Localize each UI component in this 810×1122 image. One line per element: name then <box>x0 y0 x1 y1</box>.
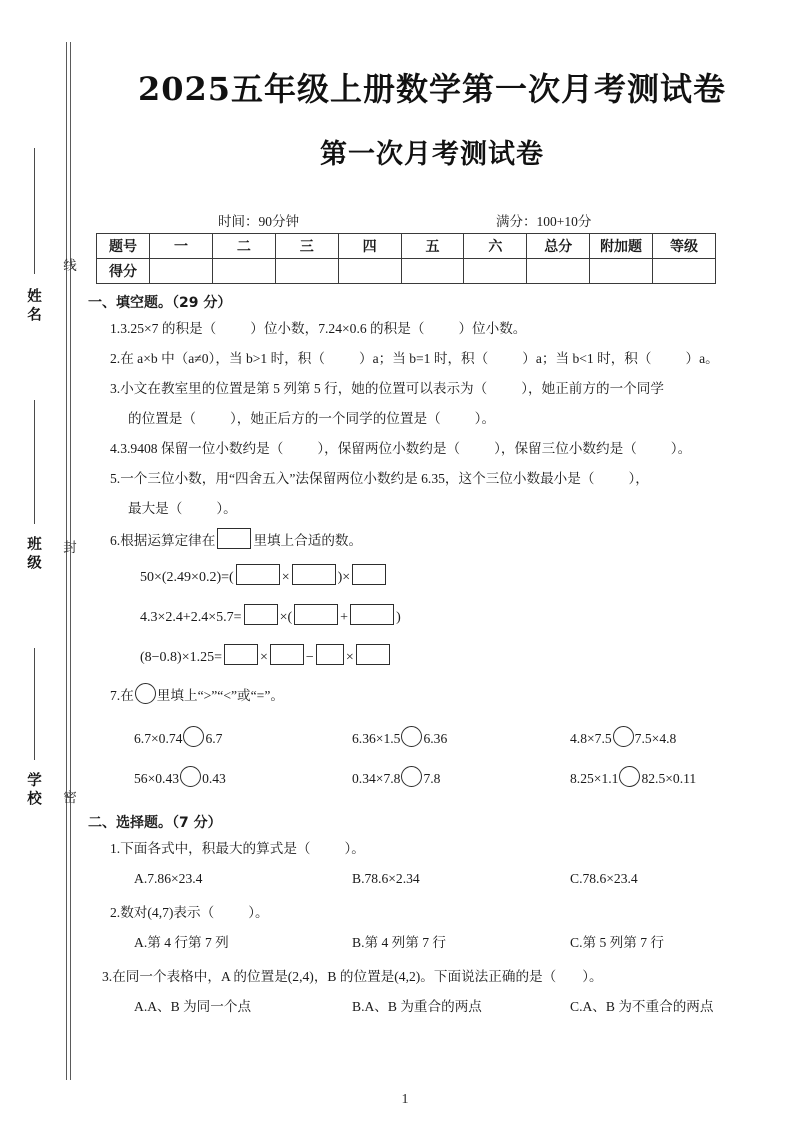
q6-eq3-box-1[interactable] <box>224 644 258 665</box>
q4-part-a: 4.3.9408 保留一位小数约是（ <box>110 441 284 456</box>
cell-bonus: 附加题 <box>590 234 653 259</box>
seal-word-mi: 密 <box>60 790 76 805</box>
cell-sec-4: 四 <box>338 234 401 259</box>
q6-eq2-box-3[interactable] <box>350 604 394 625</box>
q7-circle-5[interactable] <box>401 766 422 787</box>
fill-question-3 <box>88 374 788 434</box>
c2-stem-b: ）。 <box>248 905 269 920</box>
q7-circle-2[interactable] <box>401 726 422 747</box>
cell-total: 总分 <box>527 234 590 259</box>
page-number: 1 <box>401 1092 409 1107</box>
score-cell-5[interactable] <box>401 259 464 284</box>
c3-option-b[interactable]: B.A、B 为重合的两点 <box>352 999 482 1014</box>
fill-question-5 <box>88 464 788 524</box>
q7-circle-3[interactable] <box>613 726 634 747</box>
q6-eq3-mul1: × <box>260 650 268 665</box>
q6-eq2-tail: ) <box>396 610 401 625</box>
page-title: 2025五年级上册数学第一次月考测试卷 <box>137 70 727 108</box>
q6-eq3-mul2: × <box>345 650 354 665</box>
q5-part-d: ）。 <box>216 501 237 516</box>
q5-part-b: ）， <box>628 471 649 486</box>
seal-word-xian: 线 <box>60 258 76 273</box>
q2-part-a: 2.在 a×b 中（a≠0），当 b>1 时，积（ <box>110 351 325 366</box>
q5-part-a: 5.一个三位小数，用“四舍五入”法保留两位小数约是 6.35，这个三位小数最小是（ <box>110 471 595 486</box>
c3-stem-a: 3.在同一个表格中，A 的位置是(2,4)，B 的位置是(4,2)。下面说法正确的是（ <box>102 969 557 984</box>
name-write-line <box>34 148 35 274</box>
c2-option-c[interactable]: C.第 5 列第 7 行 <box>570 935 665 950</box>
q3-part-c: 的位置是（ <box>128 411 196 426</box>
cell-title-score: 得分 <box>97 259 150 284</box>
exam-fullscore-label: 满分：100+10分 <box>496 214 592 229</box>
c3-option-c[interactable]: C.A、B 为不重合的两点 <box>570 999 714 1014</box>
score-cell-3[interactable] <box>275 259 338 284</box>
fill-question-2 <box>88 344 788 374</box>
q7-compare-row-1 <box>88 722 788 756</box>
fill-question-7 <box>88 678 788 714</box>
q7-circle-6[interactable] <box>619 766 640 787</box>
choice-1-options <box>88 864 788 894</box>
q2-part-c: ）a；当 b<1 时，积（ <box>522 351 652 366</box>
q1-part-a: 1.3.25×7 的积是（ <box>110 321 217 336</box>
table-row-scores <box>97 259 716 284</box>
q6-eq3-lhs: (8−0.8)×1.25= <box>140 650 223 665</box>
c3-stem-b: ）。 <box>582 969 603 984</box>
q7-item-5-right: 7.8 <box>423 771 441 786</box>
c2-option-a[interactable]: A.第 4 行第 7 列 <box>134 935 229 950</box>
q6-eq2-lhs: 4.3×2.4+2.4×5.7= <box>140 610 242 625</box>
exam-time-label: 时间：90分钟 <box>218 214 299 229</box>
q1-part-c: ）位小数。 <box>458 321 527 336</box>
q7-item-6-right: 82.5×0.11 <box>641 771 697 786</box>
c3-option-a[interactable]: A.A、B 为同一个点 <box>134 999 252 1014</box>
class-write-line <box>34 400 35 524</box>
q7-part-a: 7.在 <box>110 688 134 703</box>
table-row-headers <box>97 234 716 259</box>
section-heading-choice: 二、选择题。（7 分） <box>88 815 222 831</box>
cell-sec-6: 六 <box>464 234 527 259</box>
q5-line-2 <box>110 494 788 524</box>
c2-stem-a: 2.数对(4,7)表示（ <box>110 905 215 920</box>
score-cell-grade[interactable] <box>653 259 716 284</box>
score-cell-4[interactable] <box>338 259 401 284</box>
seal-double-line <box>66 42 71 1080</box>
q6-part-b: 里填上合适的数。 <box>253 533 363 548</box>
q6-equation-3 <box>88 638 788 678</box>
page-subtitle: 第一次月考测试卷 <box>320 139 544 170</box>
section-heading-fill: 一、填空题。（29 分） <box>88 295 232 311</box>
q7-circle-4[interactable] <box>180 766 201 787</box>
q6-eq3-box-4[interactable] <box>356 644 390 665</box>
q3-line-2 <box>110 404 788 434</box>
c1-option-b[interactable]: B.78.6×2.34 <box>352 871 420 886</box>
choice-question-2 <box>88 898 788 928</box>
score-cell-total[interactable] <box>527 259 590 284</box>
q7-stem-circle[interactable] <box>135 683 156 704</box>
score-table <box>96 233 716 284</box>
cell-grade: 等级 <box>653 234 716 259</box>
q6-eq2-plus: + <box>340 610 349 625</box>
choice-3-options <box>88 992 788 1022</box>
q6-eq1-tail: )× <box>337 570 351 585</box>
score-cell-2[interactable] <box>212 259 275 284</box>
seal-word-feng: 封 <box>60 540 76 555</box>
exam-content <box>88 292 788 1022</box>
q7-item-2-right: 6.36 <box>423 731 448 746</box>
choice-question-1 <box>88 834 788 864</box>
q7-item-2 <box>352 722 570 756</box>
school-write-line <box>34 648 35 760</box>
c1-option-a[interactable]: A.7.86×23.4 <box>134 871 203 886</box>
c1-stem-b: ）。 <box>344 841 365 856</box>
q7-item-6-left: 8.25×1.1 <box>570 771 619 786</box>
q5-part-c: 最大是（ <box>128 501 183 516</box>
sidebar-label-class: 班级 <box>25 536 41 573</box>
q4-part-d: ）。 <box>670 441 692 456</box>
score-cell-1[interactable] <box>150 259 213 284</box>
q7-item-1 <box>134 722 352 756</box>
q7-item-4-left: 56×0.43 <box>134 771 180 786</box>
q2-part-b: ）a；当 b=1 时，积（ <box>358 351 489 366</box>
q4-part-c: ），保留三位小数约是（ <box>494 441 637 456</box>
q6-stem-box[interactable] <box>217 528 251 549</box>
sidebar-label-name: 姓名 <box>25 288 41 325</box>
cell-sec-2: 二 <box>212 234 275 259</box>
q4-part-b: ），保留两位小数约是（ <box>317 441 461 456</box>
q7-circle-1[interactable] <box>183 726 204 747</box>
q6-eq1-mid: × <box>281 570 290 585</box>
cell-sec-3: 三 <box>275 234 338 259</box>
q3-part-e: ）。 <box>474 411 496 426</box>
cell-sec-1: 一 <box>150 234 213 259</box>
sealing-margin <box>0 0 92 1122</box>
cell-sec-5: 五 <box>401 234 464 259</box>
c2-option-b[interactable]: B.第 4 列第 7 行 <box>352 935 447 950</box>
exam-meta <box>96 210 716 230</box>
fill-question-6 <box>88 524 788 558</box>
q6-part-a: 6.根据运算定律在 <box>110 533 216 548</box>
sidebar-label-school: 学校 <box>25 772 41 809</box>
q2-part-d: ）a。 <box>685 351 719 366</box>
q6-eq3-box-2[interactable] <box>270 644 304 665</box>
q7-item-3 <box>570 722 788 756</box>
q6-eq2-mid: ×( <box>279 610 293 625</box>
q3-part-d: ），她正后方的一个同学的位置是（ <box>229 411 441 426</box>
q6-eq2-box-2[interactable] <box>294 604 338 625</box>
q6-eq1-lhs: 50×(2.49×0.2)=( <box>140 570 234 585</box>
q7-item-1-left: 6.7×0.74 <box>134 731 183 746</box>
choice-2-options <box>88 928 788 958</box>
q7-item-3-left: 4.8×7.5 <box>570 731 612 746</box>
q7-item-3-right: 7.5×4.8 <box>634 731 677 746</box>
c1-option-c[interactable]: C.78.6×23.4 <box>570 871 638 886</box>
q6-eq2-box-1[interactable] <box>244 604 278 625</box>
q7-item-5-left: 0.34×7.8 <box>352 771 401 786</box>
score-cell-bonus[interactable] <box>590 259 653 284</box>
q1-part-b: ）位小数，7.24×0.6 的积是（ <box>250 321 425 336</box>
q6-eq1-box-1[interactable] <box>236 564 280 585</box>
q6-eq3-minus: − <box>305 650 314 665</box>
q6-eq1-box-2[interactable] <box>292 564 336 585</box>
q7-part-b: 里填上“>”“<”或“=”。 <box>156 688 284 703</box>
q6-equation-1 <box>88 558 788 598</box>
q7-item-4 <box>134 762 352 796</box>
q7-item-5 <box>352 762 570 796</box>
q3-part-b: ），她正前方的一个同学 <box>521 381 664 396</box>
q7-compare-row-2 <box>88 762 788 796</box>
score-cell-6[interactable] <box>464 259 527 284</box>
fill-question-1 <box>88 314 788 344</box>
q3-part-a: 3.小文在教室里的位置是第 5 列第 5 行，她的位置可以表示为（ <box>110 381 488 396</box>
q7-item-2-left: 6.36×1.5 <box>352 731 401 746</box>
choice-question-3 <box>88 962 788 992</box>
q6-eq3-box-3[interactable] <box>316 644 344 665</box>
q7-item-1-right: 6.7 <box>205 731 223 746</box>
c1-stem-a: 1.下面各式中，积最大的算式是（ <box>110 841 311 856</box>
q6-equation-2 <box>88 598 788 638</box>
q6-eq1-box-3[interactable] <box>352 564 386 585</box>
cell-title-no: 题号 <box>97 234 150 259</box>
q7-item-6 <box>570 762 788 796</box>
q7-item-4-right: 0.43 <box>202 771 226 786</box>
fill-question-4 <box>88 434 788 464</box>
